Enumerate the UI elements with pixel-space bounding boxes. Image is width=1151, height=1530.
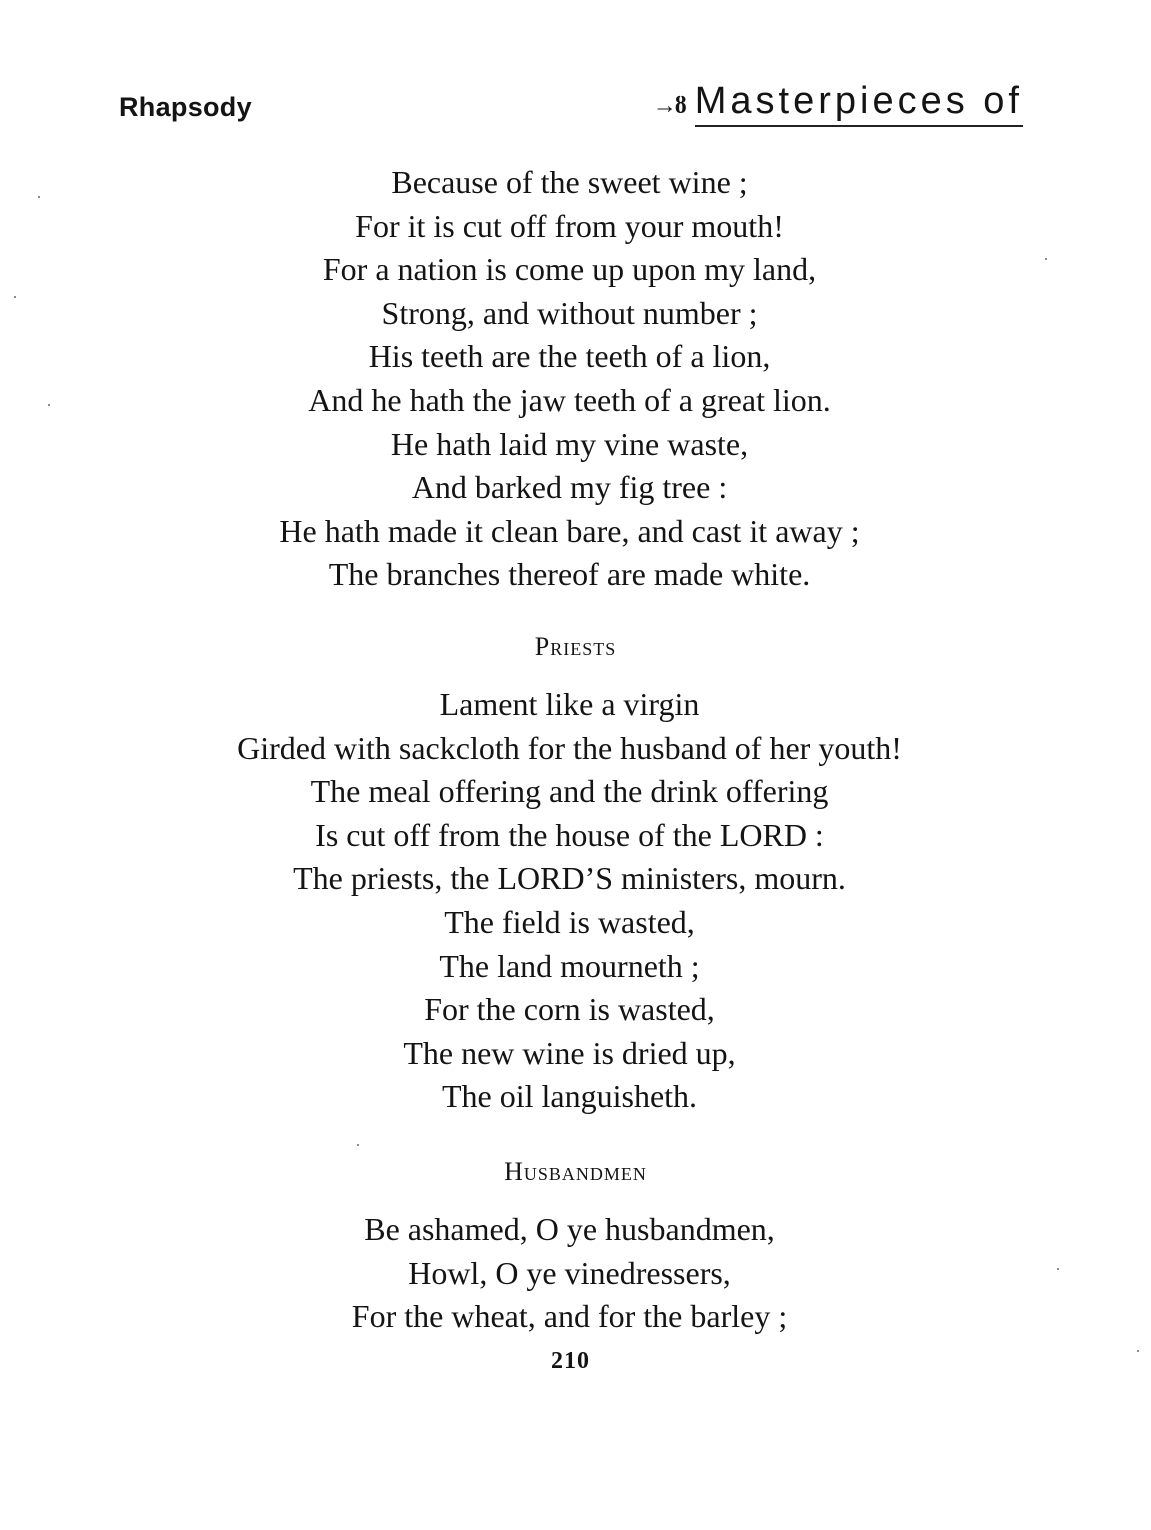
verse-line: The branches thereof are made white. — [328, 556, 811, 593]
verse-line: He hath laid my vine waste, — [390, 425, 749, 462]
verse-line: He hath made it clean bare, and cast it away ; — [279, 512, 860, 549]
verse-line: For it is cut off from your mouth! — [355, 207, 784, 244]
verse-line: The oil languisheth. — [441, 1078, 698, 1115]
section-heading-priests: Priests — [534, 632, 617, 661]
verse-line: For the corn is wasted, — [424, 991, 715, 1028]
stanza-joel-lament — [0, 161, 1151, 597]
verse-line: And he hath the jaw teeth of a great lion. — [308, 381, 831, 418]
page-number: 210 — [551, 1348, 590, 1374]
section-heading-husbandmen: Husbandmen — [504, 1157, 647, 1186]
series-title: Masterpieces of — [695, 80, 1023, 127]
verse-line: Girded with sackcloth for the husband of her youth! — [237, 729, 902, 766]
verse-line: The new wine is dried up, — [403, 1034, 736, 1071]
verse-line: The priests, the LORD’S ministers, mourn. — [293, 860, 846, 897]
verse-line: Howl, O ye vinedressers, — [408, 1254, 731, 1291]
paper-speck — [14, 296, 16, 298]
verse-line: The land mourneth ; — [439, 947, 700, 984]
verse-line: The meal offering and the drink offering — [310, 773, 829, 810]
verse-line: Lament like a virgin — [439, 686, 700, 722]
paper-speck — [357, 1144, 359, 1146]
running-head-right — [653, 80, 1023, 127]
verse-line: For the wheat, and for the barley ; — [351, 1298, 788, 1335]
hand-ornament: →ȣ — [652, 93, 685, 119]
verse-line: Be ashamed, O ye husbandmen, — [364, 1211, 775, 1247]
paper-speck — [1137, 1350, 1139, 1352]
paper-speck — [48, 404, 50, 406]
verse-line: And barked my fig tree : — [411, 469, 728, 506]
running-head-left: Rhapsody — [119, 92, 252, 122]
paper-speck — [1045, 258, 1047, 260]
verse-line: For a nation is come up upon my land, — [322, 251, 817, 288]
paper-speck — [38, 196, 40, 198]
verse-line: Is cut off from the house of the LORD : — [315, 816, 824, 853]
verse-line: Because of the sweet wine ; — [391, 164, 748, 200]
paper-speck — [1057, 1268, 1059, 1270]
stanza-husbandmen — [0, 1208, 1151, 1339]
verse-line: His teeth are the teeth of a lion, — [368, 338, 771, 375]
verse-line: The field is wasted, — [444, 903, 695, 940]
verse-line: Strong, and without number ; — [381, 294, 758, 331]
stanza-priests — [0, 683, 1151, 1119]
